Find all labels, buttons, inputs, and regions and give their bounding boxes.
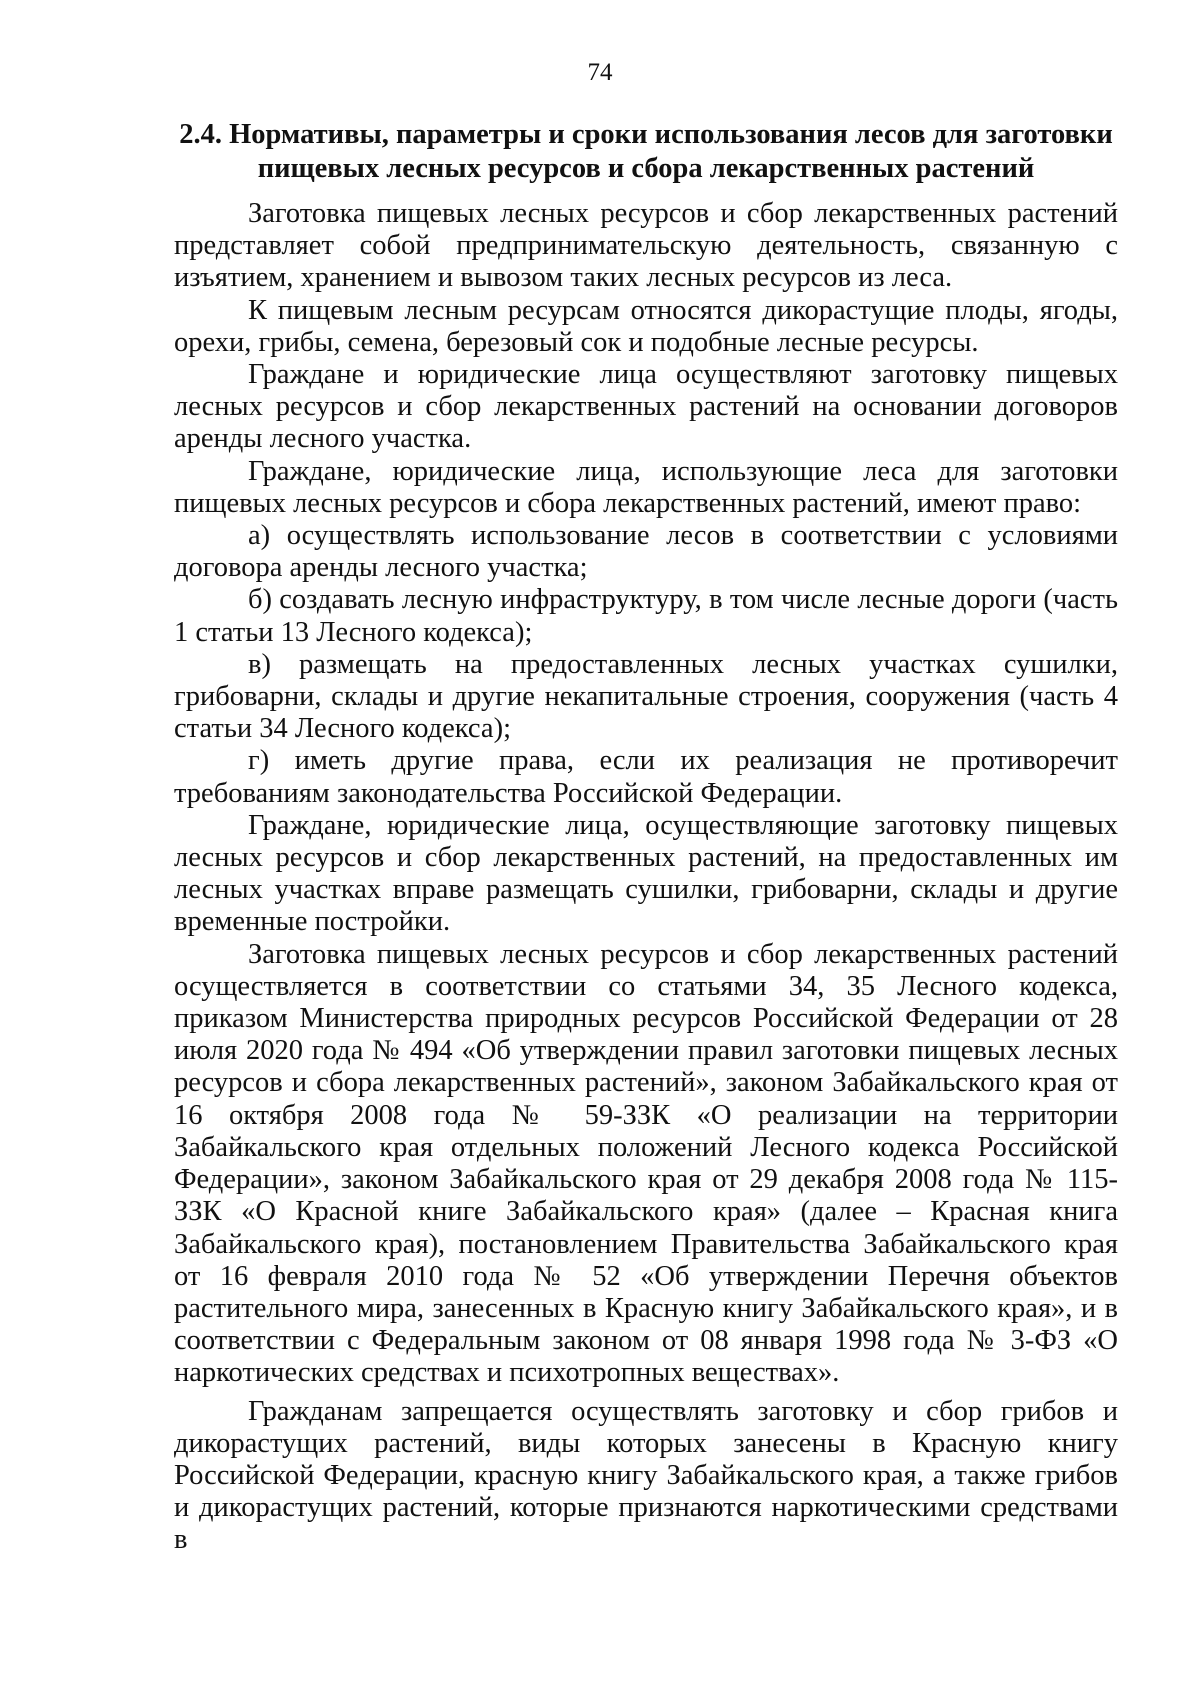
section-heading-line-2: пищевых лесных ресурсов и сбора лекарственных растений (257, 153, 1035, 184)
paragraph-right-a: а) осуществлять использование лесов в соответствии с условиями договора аренды лесного участка; (174, 520, 1118, 584)
section-heading (174, 118, 1118, 186)
paragraph-right-b: б) создавать лесную инфраструктуру, в том числе лесные дороги (часть 1 статьи 13 Лесного кодекса); (174, 584, 1118, 648)
paragraph-prohibition: Гражданам запрещается осуществлять заготовку и сбор грибов и дикорастущих растений, виды которых занесены в Красную книгу Российской Федерации, красную книгу Забайкальского края, а также грибов и дикорастущих растений, которые признаются наркотическими средствами в (174, 1395, 1118, 1556)
paragraph-right-g: г) иметь другие права, если их реализация не противоречит требованиям законодательства Российской Федерации. (174, 745, 1118, 809)
page-number: 74 (587, 59, 613, 86)
paragraph-legal-basis: Заготовка пищевых лесных ресурсов и сбор лекарственных растений осуществляется в соответствии со статьями 34, 35 Лесного кодекса, приказом Министерства природных ресурсов Российской Федерации от 28 июля 2020 года № 494 «Об утверждении правил заготовки пищевых лесных ресурсов и сбора лекарственных растений», законом Забайкальского края от 16 октября 2008 года № 59-ЗЗК «О реализации на территории Забайкальского края отдельных положений Лесного кодекса Российской Федерации», законом Забайкальского края от 29 декабря 2008 года № 115-ЗЗК «О Красной книге Забайкальского края» (далее – Красная книга Забайкальского края), постановлением Правительства Забайкальского края от 16 февраля 2010 года № 52 «Об утверждении Перечня объектов растительного мира, занесенных в Красную книгу Забайкальского края», и в соответствии с Федеральным законом от 08 января 1998 года № 3-ФЗ «О наркотических средствах и психотропных веществах». (174, 938, 1118, 1389)
paragraph-food-resources: К пищевым лесным ресурсам относятся дикорастущие плоды, ягоды, орехи, грибы, семена, березовый сок и подобные лесные ресурсы. (174, 294, 1118, 358)
paragraph-right-v: в) размещать на предоставленных лесных участках сушилки, грибоварни, склады и другие некапитальные строения, сооружения (часть 4 статьи 34 Лесного кодекса); (174, 648, 1118, 745)
section-heading-line-1: 2.4. Нормативы, параметры и сроки использования лесов для заготовки (179, 119, 1113, 150)
paragraph-rights-intro: Граждане, юридические лица, использующие леса для заготовки пищевых лесных ресурсов и сбора лекарственных растений, имеют право: (174, 455, 1118, 519)
paragraph-lease-basis: Граждане и юридические лица осуществляют заготовку пищевых лесных ресурсов и сбор лекарственных растений на основании договоров аренды лесного участка. (174, 359, 1118, 455)
document-body (174, 118, 1118, 1557)
paragraph-definition: Заготовка пищевых лесных ресурсов и сбор лекарственных растений представляет собой предпринимательскую деятельность, связанную с изъятием, хранением и вывозом таких лесных ресурсов из леса. (174, 198, 1118, 294)
paragraph-temporary-buildings: Граждане, юридические лица, осуществляющие заготовку пищевых лесных ресурсов и сбор лекарственных растений, на предоставленных им лесных участках вправе размещать сушилки, грибоварни, склады и другие временные постройки. (174, 809, 1118, 938)
